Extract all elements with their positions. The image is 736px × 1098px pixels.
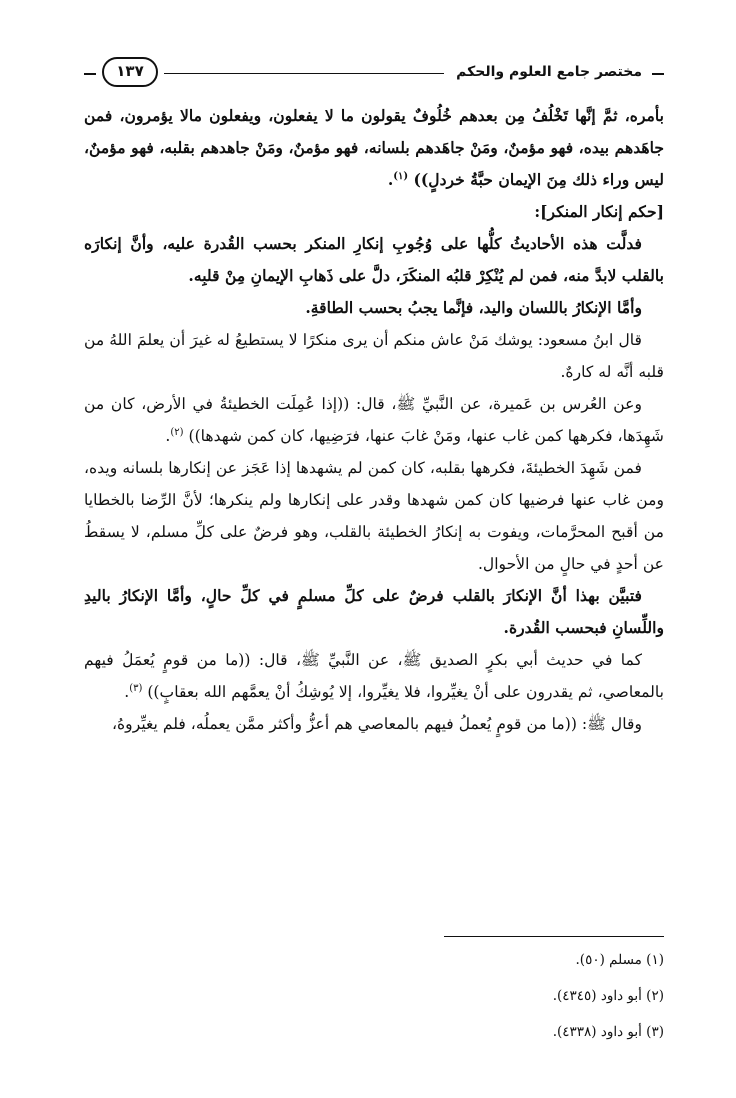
book-title: مختصر جامع العلوم والحكم: [456, 64, 642, 80]
header-rule: [164, 73, 444, 74]
paragraph-text: كما في حديث أبي بكرٍ الصديق ﷺ، عن النَّبيِّ ﷺ، قال: ((ما من قومٍ يُعمَلُ فيهم بالمعاصي، ثم يقدرون على أنْ يغيِّروا، فلا يغيِّروا، إلا يُوشِكُ أنْ يعمَّهم الله بعقابٍ)): [84, 651, 664, 701]
section-heading: [حكم إنكار المنكر]:: [534, 202, 664, 221]
header-dash: [84, 73, 96, 75]
running-header: [84, 56, 664, 92]
header-dash: [652, 73, 664, 75]
page-number: ١٣٧: [102, 57, 158, 87]
paragraph: وقال ﷺ: ((ما من قومٍ يُعملُ فيهم بالمعاصي هم أعزُّ وأكثر ممَّن يعملُه، فلم يغيِّروهُ،: [111, 715, 642, 733]
footnote: (٣) أبو داود (٤٣٣٨).: [552, 1024, 664, 1040]
paragraph: وعن العُرس بن عَميرة، عن النَّبيِّ ﷺ، قال: ((إذا عُمِلَت الخطيئةُ في الأرض، كان من شَهِدَها، فكرهها كمن غاب عنها، ومَنْ غابَ عنها، فرَضِيها، كان كمن شهدها)) $^{(٢)}$.: [84, 395, 664, 445]
paragraph: وأمَّا الإنكارُ باللسان واليد، فإنَّما يجبُ بحسب الطاقةِ.: [305, 298, 642, 317]
main-text: [84, 100, 664, 740]
paragraph: بأمره، ثمَّ إنَّها تَخْلُفُ مِن بعدهم خُلُوفٌ يقولون ما لا يفعلون، ويفعلون مالا يؤمرون، فمن جاهَدهم بيده، فهو مؤمنٌ، ومَنْ جاهَدهم بلسانه، فهو مؤمنٌ، ومَنْ جاهدهم بقلبه، فهو مؤمنٌ، ليس وراء ذلك مِنَ الإيمان حبَّةُ خردلٍ)) $^{(١)}$.: [84, 106, 664, 189]
paragraph: فدلَّت هذه الأحاديثُ كلُّها على وُجُوبِ إنكارِ المنكر بحسب القُدرة عليه، وأنَّ إنكارَه بالقلب لابدَّ منه، فمن لم يُنْكِرْ قلبُه المنكَرَ، دلَّ على ذَهابِ الإيمانِ مِنْ قلبِه.: [84, 234, 664, 285]
paragraph: فتبيَّن بهذا أنَّ الإنكارَ بالقلب فرضٌ على كلِّ مسلمٍ في كلِّ حالٍ، وأمَّا الإنكارُ باليدِ واللِّسانِ فبحسب القُدرة.: [84, 586, 664, 637]
paragraph: فمن شَهِدَ الخطيئةَ، فكرهها بقلبه، كان كمن لم يشهدها إذا عَجَز عن إنكارها بلسانه ويده، ومن غاب عنها فرضيها كان كمن شهدها وقدر على إنكارها ولم ينكرها؛ لأنَّ الرِّضا بالخطايا من أقبح المحرَّمات، ويفوت به إنكارُ الخطيئة بالقلب، وهو فرضٌ على كلِّ مسلم، لا يسقطُ عن أحدٍ في حالٍ من الأحوال.: [84, 459, 664, 573]
footnote-ref: (٢): [170, 426, 184, 438]
footnote-ref: (٣): [129, 682, 143, 694]
paragraph-text: وعن العُرس بن عَميرة، عن النَّبيِّ ﷺ، قال: ((إذا عُمِلَت الخطيئةُ في الأرض، كان من شَهِدَها، فكرهها كمن غاب عنها، ومَنْ غابَ عنها، فرَضِيها، كان كمن شهدها)): [84, 395, 664, 445]
footnote-ref: (١): [393, 170, 409, 182]
paragraph: كما في حديث أبي بكرٍ الصديق ﷺ، عن النَّبيِّ ﷺ، قال: ((ما من قومٍ يُعمَلُ فيهم بالمعاصي، ثم يقدرون على أنْ يغيِّروا، فلا يغيِّروا، إلا يُوشِكُ أنْ يعمَّهم الله بعقابٍ)) $^{(٣)}$.: [84, 651, 664, 701]
footnotes: [84, 942, 664, 1050]
paragraph: قال ابنُ مسعود: يوشك مَنْ عاش منكم أن يرى منكرًا لا يستطيعُ له غيرَ أن يعلمَ اللهُ من قلبه أنَّه له كارهٌ.: [84, 331, 664, 381]
footnote: (١) مسلم (٥٠).: [575, 952, 664, 968]
footnote: (٢) أبو داود (٤٣٤٥).: [552, 988, 664, 1004]
footnote-divider: [444, 936, 664, 937]
paragraph-text: بأمره، ثمَّ إنَّها تَخْلُفُ مِن بعدهم خُلُوفٌ يقولون ما لا يفعلون، ويفعلون مالا يؤمرون، فمن جاهَدهم بيده، فهو مؤمنٌ، ومَنْ جاهَدهم بلسانه، فهو مؤمنٌ، ومَنْ جاهدهم بقلبه، فهو مؤمنٌ، ليس وراء ذلك مِنَ الإيمان حبَّةُ خردلٍ)): [84, 106, 664, 189]
